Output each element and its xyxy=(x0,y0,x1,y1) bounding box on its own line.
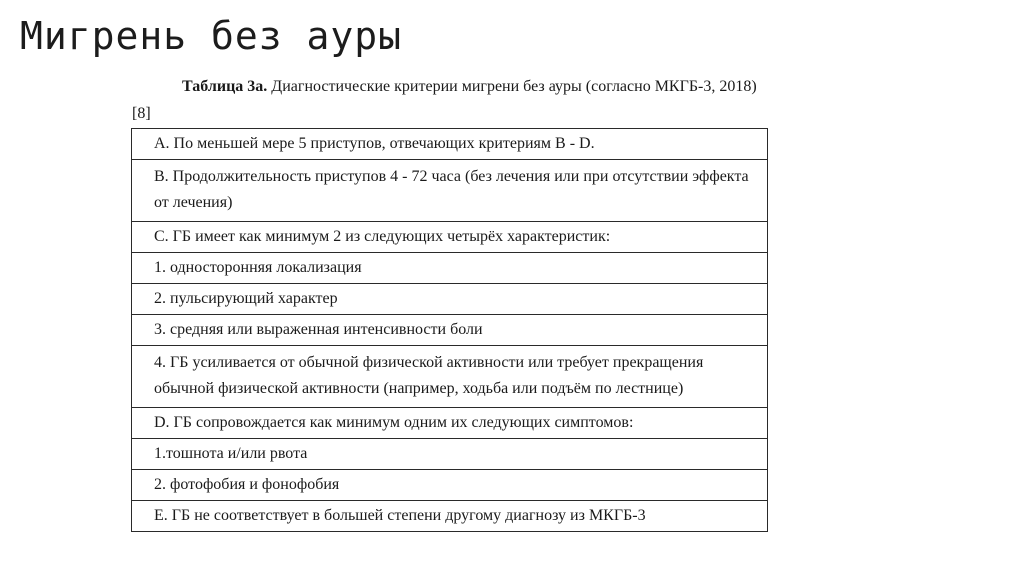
criterion-b: B. Продолжительность приступов 4 - 72 часа (без лечения или при отсутствии эффекта от лечения) xyxy=(132,160,768,222)
criterion-c-1: 1. односторонняя локализация xyxy=(132,253,768,284)
criterion-d: D. ГБ сопровождается как минимум одним их следующих симптомов: xyxy=(132,408,768,439)
criteria-table xyxy=(131,128,768,532)
criterion-d-1: 1.тошнота и/или рвота xyxy=(132,439,768,470)
criterion-c-2: 2. пульсирующий характер xyxy=(132,284,768,315)
criterion-d-2: 2. фотофобия и фонофобия xyxy=(132,470,768,501)
table-row xyxy=(132,408,768,439)
table-row xyxy=(132,315,768,346)
table-row xyxy=(132,253,768,284)
table-caption-label: Таблица 3а. xyxy=(182,78,268,95)
criterion-c: C. ГБ имеет как минимум 2 из следующих четырёх характеристик: xyxy=(132,222,768,253)
criteria-document xyxy=(128,76,788,532)
criterion-e: E. ГБ не соответствует в большей степени другому диагнозу из МКГБ-3 xyxy=(132,501,768,532)
table-row xyxy=(132,284,768,315)
table-row xyxy=(132,501,768,532)
table-row xyxy=(132,222,768,253)
table-row xyxy=(132,346,768,408)
table-row xyxy=(132,470,768,501)
table-row xyxy=(132,439,768,470)
table-row xyxy=(132,160,768,222)
table-row xyxy=(132,129,768,160)
criterion-c-4: 4. ГБ усиливается от обычной физической активности или требует прекращения обычной физической активности (например, ходьба или подъём по лестнице) xyxy=(132,346,768,408)
criterion-a: A. По меньшей мере 5 приступов, отвечающих критериям B - D. xyxy=(132,129,768,160)
table-caption-text: Диагностические критерии мигрени без ауры (согласно МКГБ-3, 2018) xyxy=(267,78,757,95)
criterion-c-3: 3. средняя или выраженная интенсивности боли xyxy=(132,315,768,346)
reference-number: [8] xyxy=(132,105,151,122)
slide-title: Мигрень без ауры xyxy=(20,14,403,58)
table-caption xyxy=(182,76,788,98)
